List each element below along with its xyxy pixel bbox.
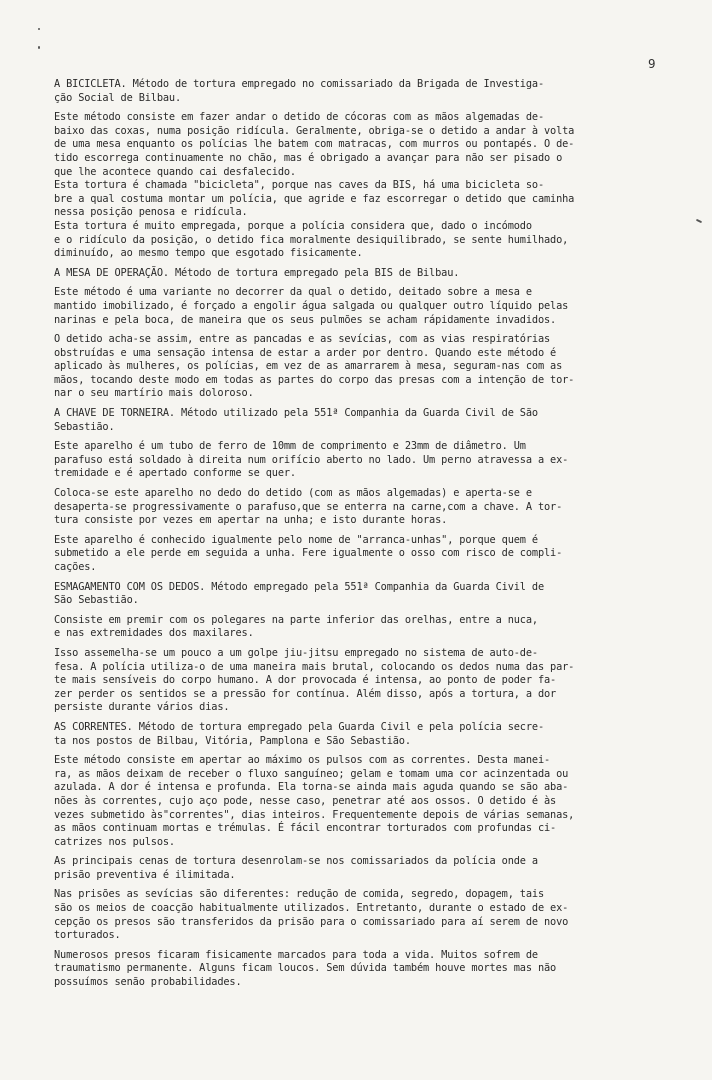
text-line: de uma mesa enquanto os polícias lhe batem com matracas, com murros ou pontapés. O de-: [54, 138, 575, 151]
text-line: Nas prisões as sevícias são diferentes: redução de comida, segredo, dopagem, tais: [54, 888, 544, 901]
text-line: AS CORRENTES. Método de tortura empregado pela Guarda Civil e pela polícia secre-: [54, 720, 544, 733]
scan-speck: [38, 46, 40, 49]
text-line: obstruídas e uma sensação intensa de estar a arder por dentro. Quando este método é: [54, 346, 557, 359]
text-line: catrizes nos pulsos.: [54, 835, 175, 848]
page-number: 9: [648, 56, 656, 71]
text-line: Este aparelho é um tubo de ferro de 10mm de comprimento e 23mm de diâmetro. Um: [54, 440, 526, 453]
text-line: Coloca-se este aparelho no dedo do detido (com as mãos algemadas) e aperta-se e: [54, 487, 532, 500]
text-line: Este método consiste em apertar ao máximo os pulsos com as correntes. Desta manei-: [54, 754, 551, 767]
text-line: ESMAGAMENTO COM OS DEDOS. Método empregado pela 551ª Companhia da Guarda Civil de: [54, 580, 544, 593]
text-line: ra, as mãos deixam de receber o fluxo sanguíneo; gelam e tomam uma cor acinzentada ou: [54, 767, 569, 780]
text-line: Esta tortura é chamada "bicicleta", porque nas caves da BIS, há uma bicicleta so-: [54, 179, 544, 192]
text-line: cações.: [54, 561, 97, 573]
text-line: cepção os presos são transferidos da prisão para o comissariado para aí serem de novo: [54, 915, 569, 928]
text-line: ção Social de Bilbau.: [54, 91, 182, 104]
text-line: Sebastião.: [54, 420, 115, 433]
text-line: mantido imobilizado, é forçado a engolir água salgada ou qualquer outro líquido pelas: [54, 299, 569, 312]
text-line: possuímos senão probabilidades.: [54, 976, 242, 989]
text-line: narinas e pela boca, de maneira que os seus pulmões se acham rápidamente invadidos.: [54, 313, 557, 326]
text-line: baixo das coxas, numa posição ridícula. Geralmente, obriga-se o detido a andar à volta: [54, 124, 575, 137]
text-line: A CHAVE DE TORNEIRA. Método utilizado pela 551ª Companhia da Guarda Civil de São: [54, 407, 538, 420]
text-line: submetido a ele perde em seguida a unha. Fere igualmente o osso com risco de compli-: [54, 547, 563, 560]
text-line: e nas extremidades dos maxilares.: [54, 627, 254, 640]
text-line: tura consiste por vezes em apertar na unha; e isto durante horas.: [54, 514, 448, 527]
text-line: ta nos postos de Bilbau, Vitória, Pamplona e São Sebastião.: [54, 734, 411, 747]
document-body: [54, 78, 682, 990]
text-line: persiste durante vários dias.: [54, 701, 230, 714]
text-line: As principais cenas de tortura desenrolam-se nos comissariados da polícia onde a: [54, 855, 538, 868]
text-line: aplicado às mulheres, os polícias, em vez de as amarrarem à mesa, seguram-nas com as: [54, 360, 563, 373]
text-line: Este método consiste em fazer andar o detido de cócoras com as mãos algemadas de-: [54, 111, 544, 124]
text-line: parafuso está soldado à direita num orifício aberto no lado. Um perno atravessa a ex-: [54, 453, 569, 466]
text-line: que lhe acontece quando cai desfalecido.: [54, 165, 296, 178]
text-line: Numerosos presos ficaram fisicamente marcados para toda a vida. Muitos sofrem de: [54, 948, 538, 961]
text-line: vezes submetido às"correntes", dias inteiros. Frequentemente depois de várias semanas,: [54, 808, 575, 821]
text-line: A BICICLETA. Método de tortura empregado no comissariado da Brigada de Investiga-: [54, 78, 544, 90]
text-line: diminuído, ao mesmo tempo que esgotado fisicamente.: [54, 247, 363, 260]
text-line: Este aparelho é conhecido igualmente pelo nome de "arranca-unhas", porque quem é: [54, 533, 538, 546]
text-line: torturados.: [54, 929, 121, 942]
text-line: prisão preventiva é ilimitada.: [54, 868, 236, 881]
text-line: te mais sensíveis do corpo humano. A dor provocada é intensa, ao ponto de poder fa-: [54, 674, 557, 687]
text-line: Isso assemelha-se um pouco a um golpe jiu-jitsu empregado no sistema de auto-de-: [54, 646, 538, 659]
text-line: bre a qual costuma montar um polícia, que agride e faz escorregar o detido que caminha: [54, 192, 575, 205]
text-line: Consiste em premir com os polegares na parte inferior das orelhas, entre a nuca,: [54, 613, 538, 626]
text-line: A MESA DE OPERAÇÃO. Método de tortura empregado pela BIS de Bilbau.: [54, 266, 460, 279]
text-line: fesa. A polícia utiliza-o de uma maneira mais brutal, colocando os dedos numa das par-: [54, 660, 575, 673]
text-line: traumatismo permanente. Alguns ficam loucos. Sem dúvida também houve mortes mas não: [54, 962, 557, 975]
text-line: as mãos continuam mortas e trémulas. É fácil encontrar torturados com profundas ci-: [54, 822, 557, 835]
text-line: O detido acha-se assim, entre as pancadas e as sevícias, com as vias respiratórias: [54, 333, 551, 346]
text-line: azulada. A dor é intensa e profunda. Ela torna-se ainda mais aguda quando se são aba-: [54, 781, 569, 794]
text-line: Este método é uma variante no decorrer da qual o detido, deitado sobre a mesa e: [54, 286, 532, 299]
text-line: São Sebastião.: [54, 594, 139, 607]
text-line: e o ridículo da posição, o detido fica moralmente desiquilibrado, se sente humilhado,: [54, 233, 569, 246]
text-line: tremidade e é apertado conforme se quer.: [54, 467, 296, 480]
scan-speck: [38, 28, 40, 30]
scan-speck: [696, 219, 702, 223]
text-line: nessa posição penosa e ridícula.: [54, 206, 248, 219]
text-line: Esta tortura é muito empregada, porque a polícia considera que, dado o incómodo: [54, 219, 532, 232]
text-line: mãos, tocando deste modo em todas as partes do corpo das presas com a intenção de tor-: [54, 373, 575, 386]
text-line: tido escorrega continuamente no chão, mas é obrigado a avançar para não ser pisado o: [54, 151, 563, 164]
text-line: zer perder os sentidos se a pressão for contínua. Além disso, após a tortura, a dor: [54, 687, 557, 700]
text-line: nar o seu martírio mais doloroso.: [54, 387, 254, 400]
text-line: nões às correntes, cujo aço pode, nesse caso, penetrar até aos ossos. O detido é às: [54, 794, 557, 807]
text-line: desaperta-se progressivamente o parafuso,que se enterra na carne,com a chave. A tor-: [54, 500, 563, 513]
text-line: são os meios de coacção habitualmente utilizados. Entretanto, durante o estado de ex-: [54, 902, 569, 915]
